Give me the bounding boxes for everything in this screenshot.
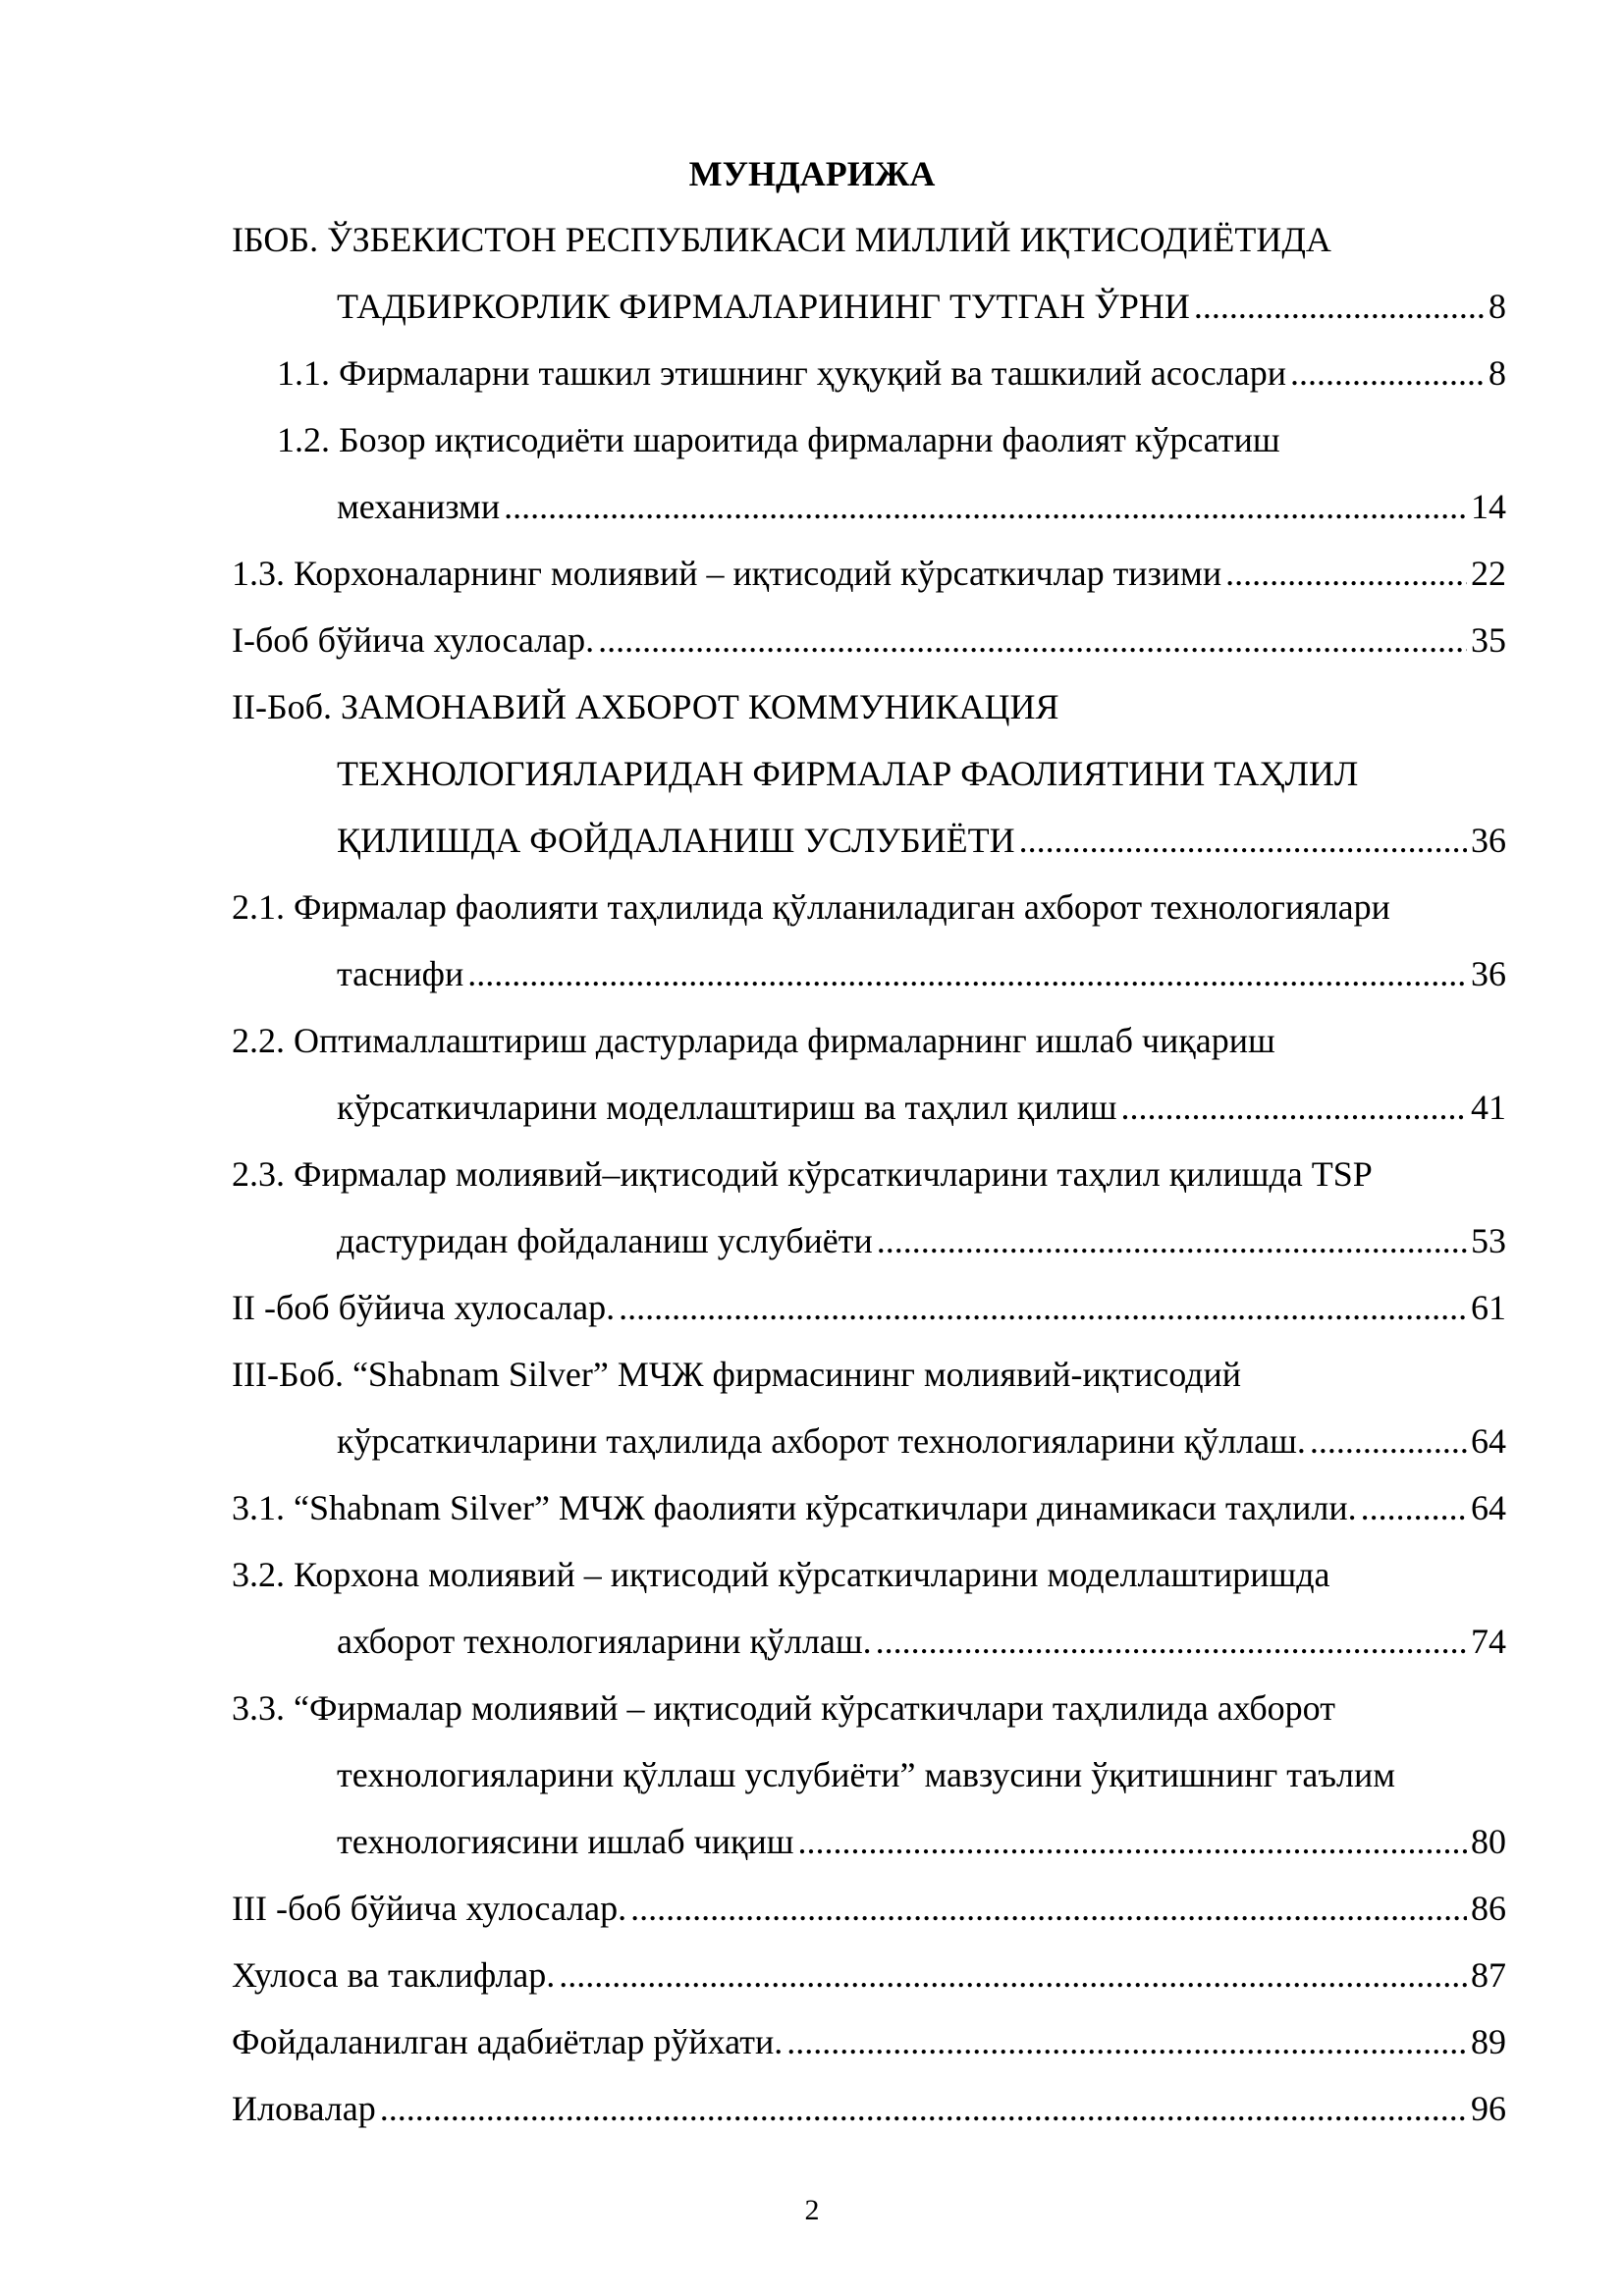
dot-leader <box>598 618 1467 662</box>
toc-entry-text: Хулоса ва таклифлар. <box>232 1955 556 1995</box>
toc-entry-chapter-2-line1: II-Боб. ЗАМОНАВИЙ АХБОРОТ КОММУНИКАЦИЯ <box>232 687 1059 726</box>
toc-entry-text: 3.1. “Shabnam Silver” МЧЖ фаолияти кўрсаткичлари динамикаси таҳлили. <box>232 1488 1357 1527</box>
toc-page-number: 89 <box>1471 2022 1506 2061</box>
toc-entry-1-2[interactable] <box>337 485 1506 528</box>
dot-leader <box>797 1820 1467 1863</box>
dot-leader <box>1019 819 1467 862</box>
toc-entry-text: технологиясини ишлаб чиқиш <box>337 1822 794 1861</box>
toc-entry-3-1[interactable] <box>232 1486 1506 1529</box>
toc-entry-text: II -боб бўйича хулосалар. <box>232 1288 616 1327</box>
toc-entry-conclusions-proposals[interactable] <box>232 1953 1506 1997</box>
toc-page-number: 8 <box>1489 353 1506 393</box>
toc-entry-1-2-line1: 1.2. Бозор иқтисодиёти шароитида фирмаларни фаолият кўрсатиш <box>277 420 1280 459</box>
toc-entry-text: 1.1. Фирмаларни ташкил этишнинг ҳуқуқий ва ташкилий асослари <box>277 353 1286 393</box>
dot-leader <box>1310 1419 1467 1463</box>
toc-entry-text: дастуридан фойдаланиш услубиёти <box>337 1221 873 1260</box>
toc-entry-text: I-боб бўйича хулосалар. <box>232 620 595 660</box>
toc-entry-2-2[interactable] <box>337 1086 1506 1129</box>
toc-entry-appendices[interactable] <box>232 2087 1506 2130</box>
toc-entry-chapter-2-line2: ТЕХНОЛОГИЯЛАРИДАН ФИРМАЛАР ФАОЛИЯТИНИ ТАҲЛИЛ <box>337 754 1359 793</box>
toc-entry-chapter-1-line1: IБОБ. ЎЗБЕКИСТОН РЕСПУБЛИКАСИ МИЛЛИЙ ИҚТИСОДИЁТИДА <box>232 220 1331 259</box>
toc-page-number: 64 <box>1471 1488 1506 1527</box>
dot-leader <box>786 2020 1467 2063</box>
toc-entry-text: ахборот технологияларини қўллаш. <box>337 1622 872 1661</box>
toc-entry-text: кўрсаткичларини моделлаштириш ва таҳлил қилиш <box>337 1088 1117 1127</box>
toc-entry-text: ТАДБИРКОРЛИК ФИРМАЛАРИНИНГ ТУТГАН ЎРНИ <box>337 287 1190 326</box>
toc-page-number: 36 <box>1471 821 1506 860</box>
toc-entry-references[interactable] <box>232 2020 1506 2063</box>
toc-entry-3-3-line1: 3.3. “Фирмалар молиявий – иқтисодий кўрсаткичлари таҳлилида ахборот <box>232 1688 1335 1728</box>
toc-entry-chapter-1[interactable] <box>337 285 1506 328</box>
toc-entry-2-2-line1: 2.2. Оптималлаштириш дастурларида фирмаларнинг ишлаб чиқариш <box>232 1021 1275 1060</box>
dot-leader <box>876 1620 1467 1663</box>
toc-entry-text: Иловалар <box>232 2089 376 2128</box>
page-number: 2 <box>804 2194 820 2226</box>
toc-entry-text: таснифи <box>337 954 464 993</box>
toc-entry-chapter-3-line1: III-Боб. “Shabnam Silver” МЧЖ фирмасининг молиявий-иқтисодий <box>232 1355 1242 1394</box>
toc-page-number: 14 <box>1471 487 1506 526</box>
toc-entry-text: ҚИЛИШДА ФОЙДАЛАНИШ УСЛУБИЁТИ <box>337 821 1015 860</box>
dot-leader <box>504 485 1467 528</box>
toc-page-number: 8 <box>1489 287 1506 326</box>
toc-entry-3-2-line1: 3.2. Корхона молиявий – иқтисодий кўрсаткичларини моделлаштиришда <box>232 1555 1330 1594</box>
toc-entry-text: кўрсаткичларини таҳлилида ахборот технологияларини қўллаш. <box>337 1421 1306 1461</box>
dot-leader <box>380 2087 1467 2130</box>
dot-leader <box>1194 285 1485 328</box>
toc-entry-chapter-2[interactable] <box>337 819 1506 862</box>
dot-leader <box>1361 1486 1467 1529</box>
toc-entry-chapter-3-conclusions[interactable] <box>232 1887 1506 1930</box>
dot-leader <box>877 1219 1467 1262</box>
toc-entry-2-3[interactable] <box>337 1219 1506 1262</box>
toc-entry-chapter-3[interactable] <box>337 1419 1506 1463</box>
toc-entry-text: механизми <box>337 487 501 526</box>
toc-page-number: 87 <box>1471 1955 1506 1995</box>
toc-entry-2-1[interactable] <box>337 952 1506 995</box>
toc-entry-1-1[interactable] <box>277 351 1506 395</box>
dot-leader <box>619 1286 1467 1329</box>
toc-entry-1-3[interactable] <box>232 552 1506 595</box>
toc-page-number: 96 <box>1471 2089 1506 2128</box>
dot-leader <box>559 1953 1467 1997</box>
toc-entry-text: 1.3. Корхоналарнинг молиявий – иқтисодий кўрсаткичлар тизими <box>232 554 1222 593</box>
toc-page-number: 35 <box>1471 620 1506 660</box>
toc-entry-3-2[interactable] <box>337 1620 1506 1663</box>
toc-page-number: 41 <box>1471 1088 1506 1127</box>
toc-entry-text: Фойдаланилган адабиётлар рўйхати. <box>232 2022 784 2061</box>
toc-page-number: 53 <box>1471 1221 1506 1260</box>
toc-entry-chapter-1-conclusions[interactable] <box>232 618 1506 662</box>
toc-page-number: 74 <box>1471 1622 1506 1661</box>
toc-page-number: 61 <box>1471 1288 1506 1327</box>
toc-page-number: 22 <box>1471 554 1506 593</box>
dot-leader <box>1225 552 1467 595</box>
toc-title: МУНДАРИЖА <box>688 154 936 193</box>
toc-entry-3-3[interactable] <box>337 1820 1506 1863</box>
dot-leader <box>1121 1086 1468 1129</box>
dot-leader <box>1290 351 1485 395</box>
toc-page-number: 36 <box>1471 954 1506 993</box>
dot-leader <box>630 1887 1467 1930</box>
toc-page-number: 86 <box>1471 1889 1506 1928</box>
toc-entry-chapter-2-conclusions[interactable] <box>232 1286 1506 1329</box>
toc-entry-3-3-line2: технологияларини қўллаш услубиёти” мавзусини ўқитишнинг таълим <box>337 1755 1396 1794</box>
dot-leader <box>467 952 1467 995</box>
toc-entry-2-3-line1: 2.3. Фирмалар молиявий–иқтисодий кўрсаткичларини таҳлил қилишда TSP <box>232 1154 1373 1194</box>
toc-page-number: 64 <box>1471 1421 1506 1461</box>
toc-entry-2-1-line1: 2.1. Фирмалар фаолияти таҳлилида қўлланиладиган ахборот технологиялари <box>232 887 1390 927</box>
toc-entry-text: III -боб бўйича хулосалар. <box>232 1889 627 1928</box>
toc-page-number: 80 <box>1471 1822 1506 1861</box>
